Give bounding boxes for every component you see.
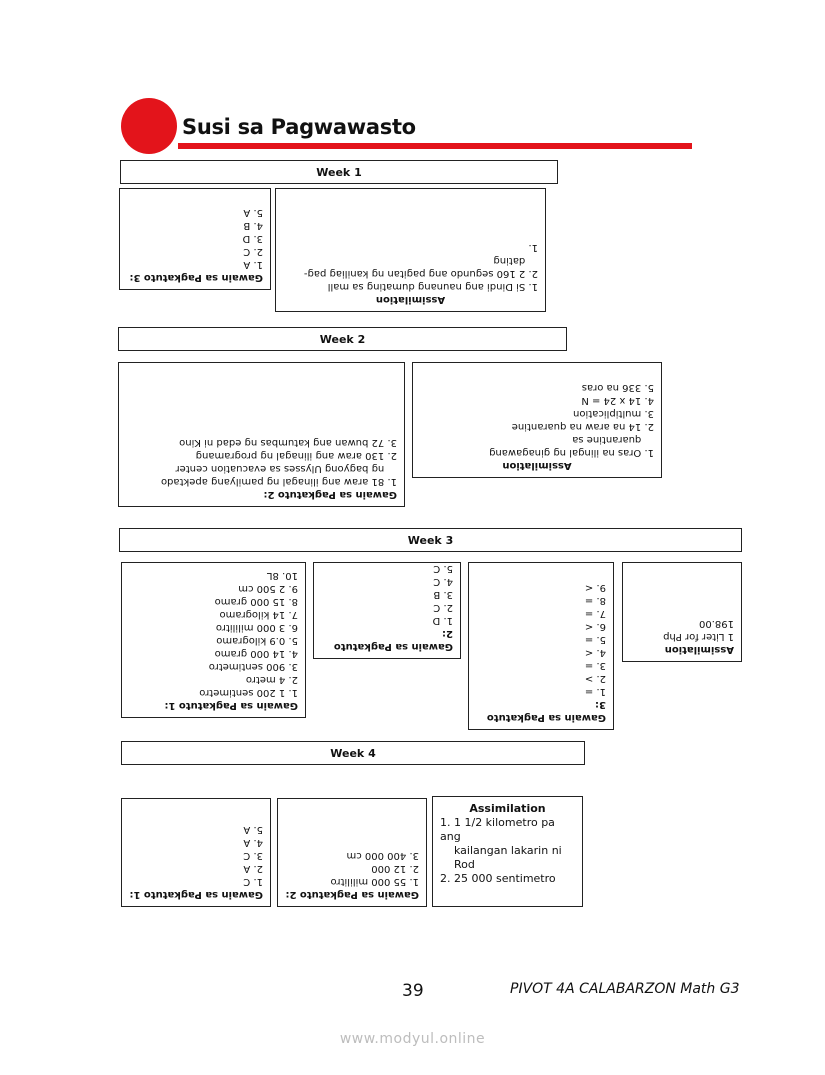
list-item: 3. 900 sentimetro bbox=[208, 661, 298, 672]
list-item: dating bbox=[493, 255, 538, 266]
answer-block bbox=[433, 797, 582, 891]
list-item: 2. 2 160 segundo ang pagitan ng kaniliag pag- bbox=[303, 268, 538, 279]
week-2-header: Week 2 bbox=[118, 327, 567, 351]
answer-block bbox=[119, 431, 404, 506]
box-heading: Gawain sa Pagkatuto 1: bbox=[164, 700, 298, 711]
answer-block bbox=[278, 844, 426, 906]
week-3-gawain-1-box bbox=[121, 562, 306, 718]
box-heading: Gawain sa Pagkatuto 3: bbox=[486, 699, 606, 723]
list-item: 10. 8L bbox=[266, 570, 298, 581]
red-circle-icon bbox=[121, 98, 177, 154]
list-item: 3. multiplication bbox=[573, 408, 654, 419]
list-item: 4. 14 x 24 = N bbox=[581, 395, 654, 406]
list-item: 6. 3 000 mililitro bbox=[215, 622, 298, 633]
list-item: 1. Oras na ilingal ng ginagawang bbox=[489, 447, 654, 458]
answer-list bbox=[129, 823, 263, 888]
list-item: 1. = bbox=[584, 686, 606, 697]
list-item: 1. Si Dindi ang naunang dumating sa mall bbox=[327, 281, 538, 292]
week-4-assimilation-box bbox=[432, 796, 583, 907]
week-3-header: Week 3 bbox=[119, 528, 742, 552]
list-item: 2. 130 araw ang ilinagal ng programang bbox=[195, 450, 397, 461]
answer-list bbox=[630, 617, 734, 643]
list-item: 1. C bbox=[243, 876, 263, 887]
list-item: 3. 72 buwan ang katumbas ng edad ni Kino bbox=[179, 437, 397, 448]
answer-list bbox=[129, 569, 298, 699]
list-item: 5. = bbox=[584, 634, 606, 645]
week-4-header: Week 4 bbox=[121, 741, 585, 765]
answer-list bbox=[126, 436, 397, 488]
week-2-assimilation-box bbox=[412, 362, 662, 478]
list-item: quarantine sa bbox=[572, 434, 654, 445]
list-item: 4. B bbox=[243, 220, 263, 231]
box-heading: Assimilation bbox=[469, 802, 546, 815]
list-item: 1. 1 200 sentimetro bbox=[199, 687, 298, 698]
list-item: 4. < bbox=[584, 647, 606, 658]
list-item: 1. A bbox=[243, 259, 263, 270]
week-4-gawain-2-box bbox=[277, 798, 427, 907]
list-item: 1. 1 1/2 kilometro pa ang bbox=[440, 816, 555, 843]
list-item: 9. < bbox=[584, 582, 606, 593]
week-3-assimilation-box bbox=[622, 562, 742, 662]
title-underline bbox=[178, 143, 692, 149]
answer-block bbox=[122, 564, 305, 717]
box-heading: Gawain sa Pagkatuto 2: bbox=[285, 889, 419, 900]
week-1-header: Week 1 bbox=[120, 160, 558, 184]
list-item: 2. 25 000 sentimetro bbox=[440, 872, 556, 885]
week-1-assimilation-box bbox=[275, 188, 546, 312]
list-item: 1. 81 araw ang ilinagal ng pamilyang apektado bbox=[160, 476, 397, 487]
list-item: 4. 14 000 gramo bbox=[214, 648, 298, 659]
answer-list bbox=[420, 381, 654, 459]
box-heading: Gawain sa Pagkatuto 2: bbox=[333, 628, 453, 652]
answer-list bbox=[476, 581, 606, 698]
list-item: 2. 14 na araw na quarantine bbox=[511, 421, 654, 432]
list-item: 3. D bbox=[242, 233, 263, 244]
list-item: 2. > bbox=[584, 673, 606, 684]
box-heading: Assimilation bbox=[664, 644, 734, 655]
list-item: 5. 336 na oras bbox=[581, 382, 654, 393]
box-heading: Gawain sa Pagkatuto 3: bbox=[129, 272, 263, 283]
list-item: 3. B bbox=[433, 589, 453, 600]
answer-list bbox=[283, 241, 538, 293]
list-item: 1 Liter for Php 198.00 bbox=[663, 618, 734, 642]
list-item: 3. 400 000 cm bbox=[346, 850, 419, 861]
list-item: 8. 15 000 gramo bbox=[214, 596, 298, 607]
list-item: 2. A bbox=[243, 863, 263, 874]
list-item: kailangan lakarin ni bbox=[454, 844, 562, 857]
week-3-gawain-3-box bbox=[468, 562, 614, 730]
list-item: 2. C bbox=[243, 246, 263, 257]
list-item: 2. 12 000 bbox=[371, 863, 419, 874]
list-item: 8. = bbox=[584, 595, 606, 606]
list-item: 2. C bbox=[433, 602, 453, 613]
page-title: Susi sa Pagwawasto bbox=[182, 115, 416, 139]
answer-block bbox=[469, 576, 613, 729]
box-heading: Gawain sa Pagkatuto 2: bbox=[263, 489, 397, 500]
list-item: 1. D bbox=[432, 615, 453, 626]
box-heading: Gawain sa Pagkatuto 1: bbox=[129, 889, 263, 900]
list-item: ng bagyong Ulysses sa evacuation center bbox=[175, 463, 397, 474]
publication-name: PIVOT 4A CALABARZON Math G3 bbox=[510, 981, 740, 997]
answer-block bbox=[413, 376, 661, 477]
answer-list bbox=[127, 206, 263, 271]
answer-list bbox=[440, 816, 575, 886]
list-item: 3. C bbox=[243, 850, 263, 861]
list-item: 7. = bbox=[584, 608, 606, 619]
list-item: Rod bbox=[454, 858, 475, 871]
answer-block bbox=[623, 612, 741, 661]
list-item: 4. A bbox=[243, 837, 263, 848]
answer-block bbox=[122, 818, 270, 906]
box-heading: Assimilation bbox=[375, 294, 446, 305]
page-number: 39 bbox=[402, 981, 424, 1001]
answer-block bbox=[276, 236, 545, 311]
list-item: 4. C bbox=[433, 576, 453, 587]
list-item: 1. bbox=[528, 242, 538, 253]
watermark-text: www.modyul.online bbox=[339, 1031, 486, 1047]
list-item: 7. 14 kilogramo bbox=[219, 609, 298, 620]
answer-block bbox=[314, 557, 460, 658]
answer-list bbox=[321, 562, 453, 627]
week-3-gawain-2-box bbox=[313, 562, 461, 659]
week-4-gawain-1-box bbox=[121, 798, 271, 907]
box-heading: Assimilation bbox=[502, 460, 572, 471]
list-item: 6. < bbox=[584, 621, 606, 632]
list-item: 1. 55 000 mililitro bbox=[330, 876, 419, 887]
week-1-gawain-3-box bbox=[119, 188, 271, 290]
answer-list bbox=[285, 849, 419, 888]
list-item: 9. 2 500 cm bbox=[238, 583, 298, 594]
list-item: 5. 0.9 kilogramo bbox=[216, 635, 298, 646]
list-item: 3. = bbox=[584, 660, 606, 671]
list-item: 5. A bbox=[243, 207, 263, 218]
week-2-gawain-2-box bbox=[118, 362, 405, 507]
list-item: 5. C bbox=[433, 563, 453, 574]
list-item: 2. 4 metro bbox=[245, 674, 298, 685]
list-item: 5. A bbox=[243, 824, 263, 835]
answer-block bbox=[120, 201, 270, 289]
